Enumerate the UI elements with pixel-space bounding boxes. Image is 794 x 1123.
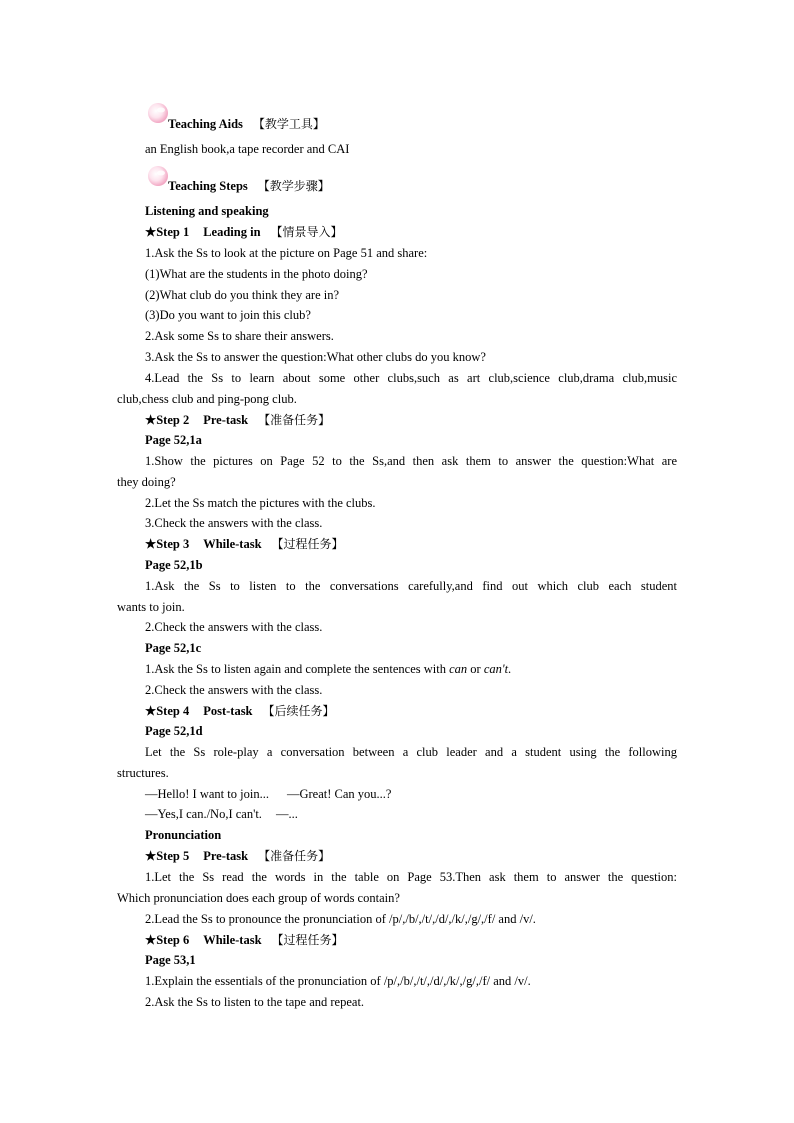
step3-cn: 【过程任务】	[271, 537, 344, 551]
step1-line: 2.Ask some Ss to share their answers.	[145, 329, 334, 343]
dialogue-line: —Yes,I can./No,I can't.	[145, 807, 262, 821]
step5-label: ★Step 5	[145, 849, 190, 863]
step6-line: 1.Explain the essentials of the pronunciation of /p/,/b/,/t/,/d/,/k/,/g/,/f/ and /v/.	[145, 974, 531, 988]
step6-page: Page 53,1	[145, 953, 196, 967]
step3-or: or	[467, 662, 484, 676]
teaching-aids-text: an English book,a tape recorder and CAI	[145, 142, 350, 156]
step1-line: (2)What club do you think they are in?	[145, 288, 340, 302]
step1-cn: 【情景导入】	[270, 225, 343, 239]
step6-cn: 【过程任务】	[271, 933, 344, 947]
step1-line: (3)Do you want to join this club?	[145, 308, 311, 322]
step3-line: wants to join.	[117, 600, 185, 614]
step6-name: While-task	[203, 933, 262, 947]
step4-heading	[145, 703, 335, 719]
step1-line: 3.Ask the Ss to answer the question:What other clubs do you know?	[145, 350, 486, 364]
step2-heading	[145, 412, 330, 428]
step5-line: 1.Let the Ss read the words in the table on Page 53.Then ask them to answer the question:	[145, 870, 677, 884]
pink-ball-icon	[146, 164, 170, 188]
step1-label: ★Step 1	[145, 225, 190, 239]
step3-text: 1.Ask the Ss to listen again and complete the sentences with	[145, 662, 450, 676]
step3-page: Page 52,1b	[145, 558, 203, 572]
step2-line: 3.Check the answers with the class.	[145, 516, 323, 530]
pronunciation-heading: Pronunciation	[145, 828, 222, 842]
step2-line: 1.Show the pictures on Page 52 to the Ss,and then ask them to answer the question:What are	[145, 454, 677, 468]
teaching-aids-cn: 【教学工具】	[252, 117, 325, 131]
step3-line: 2.Check the answers with the class.	[145, 620, 323, 634]
step3-line: 2.Check the answers with the class.	[145, 683, 323, 697]
pink-ball-icon	[146, 101, 170, 125]
teaching-steps-title: Teaching Steps	[168, 179, 248, 193]
step1-line: 1.Ask the Ss to look at the picture on Page 51 and share:	[145, 246, 428, 260]
step4-label: ★Step 4	[145, 704, 190, 718]
step1-line: club,chess club and ping-pong club.	[117, 392, 297, 406]
step6-label: ★Step 6	[145, 933, 190, 947]
teaching-steps-cn: 【教学步骤】	[257, 179, 330, 193]
step4-name: Post-task	[203, 704, 253, 718]
step5-heading	[145, 848, 330, 864]
step4-dialogue	[145, 786, 391, 802]
step4-line: structures.	[117, 766, 169, 780]
step4-line: Let the Ss role-play a conversation between a club leader and a student using the following	[145, 745, 677, 759]
step3-heading	[145, 536, 344, 552]
step4-page: Page 52,1d	[145, 724, 203, 738]
step3-page: Page 52,1c	[145, 641, 202, 655]
dialogue-line: —Hello! I want to join...	[145, 787, 269, 801]
step3-can: can	[449, 662, 468, 676]
step6-heading	[145, 932, 344, 948]
step4-dialogue	[145, 806, 298, 822]
step3-end: .	[508, 662, 512, 676]
step1-heading	[145, 224, 343, 240]
step2-line: 2.Let the Ss match the pictures with the clubs.	[145, 496, 376, 510]
step1-name: Leading in	[203, 225, 261, 239]
step3-line: 1.Ask the Ss to listen to the conversations carefully,and find out which club each student	[145, 579, 677, 593]
dialogue-line: —Great! Can you...?	[286, 787, 392, 801]
step2-page: Page 52,1a	[145, 433, 202, 447]
step1-line: 4.Lead the Ss to learn about some other clubs,such as art club,science club,drama club,music	[145, 371, 677, 385]
teaching-aids-title: Teaching Aids	[168, 117, 243, 131]
step4-cn: 【后续任务】	[262, 704, 335, 718]
step3-line-can-cant	[145, 661, 511, 677]
step5-name: Pre-task	[203, 849, 249, 863]
dialogue-line: —...	[275, 807, 298, 821]
step2-cn: 【准备任务】	[258, 413, 331, 427]
listening-heading: Listening and speaking	[145, 204, 269, 218]
step5-line: 2.Lead the Ss to pronounce the pronunciation of /p/,/b/,/t/,/d/,/k/,/g/,/f/ and /v/.	[145, 912, 536, 926]
step3-name: While-task	[203, 537, 262, 551]
step1-line: (1)What are the students in the photo doing?	[145, 267, 368, 281]
step6-line: 2.Ask the Ss to listen to the tape and repeat.	[145, 995, 365, 1009]
step2-name: Pre-task	[203, 413, 249, 427]
teaching-steps-heading	[168, 178, 330, 194]
step5-cn: 【准备任务】	[258, 849, 331, 863]
step2-label: ★Step 2	[145, 413, 190, 427]
teaching-aids-heading	[168, 116, 325, 132]
step3-label: ★Step 3	[145, 537, 190, 551]
step3-cant: can't	[483, 662, 509, 676]
step5-line: Which pronunciation does each group of words contain?	[117, 891, 400, 905]
step2-line: they doing?	[117, 475, 176, 489]
